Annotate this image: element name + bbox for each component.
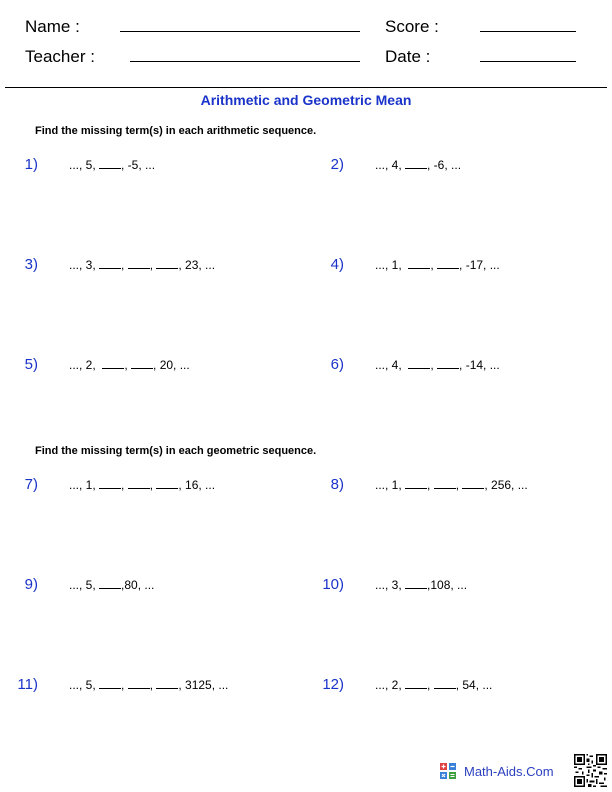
header-divider <box>5 87 607 88</box>
sequence-text: , <box>121 678 128 692</box>
date-field[interactable] <box>480 61 576 62</box>
problem-sequence <box>69 578 154 592</box>
score-label: Score : <box>385 17 439 36</box>
sequence-text: ..., 3, <box>69 258 100 272</box>
sequence-text: , <box>149 258 157 272</box>
sequence-text: ..., 1, <box>375 258 409 272</box>
calculator-icon <box>440 763 456 784</box>
score-field[interactable] <box>480 31 576 32</box>
qr-code-icon <box>574 754 607 792</box>
worksheet-title: Arithmetic and Geometric Mean <box>200 92 412 108</box>
answer-blank[interactable] <box>102 358 124 369</box>
date-label: Date : <box>385 47 431 66</box>
problem-sequence <box>69 158 155 172</box>
answer-blank[interactable] <box>99 578 121 589</box>
problem-sequence <box>375 478 528 492</box>
problem-sequence <box>375 158 461 172</box>
sequence-text: , <box>149 678 157 692</box>
sequence-text: ..., 2, <box>375 678 406 692</box>
problem-number: 10) <box>322 576 344 593</box>
sequence-text: , 20, ... <box>153 358 190 372</box>
answer-blank[interactable] <box>434 478 456 489</box>
answer-blank[interactable] <box>405 158 427 169</box>
answer-blank[interactable] <box>408 258 430 269</box>
sequence-text: ..., 5, <box>69 578 100 592</box>
answer-blank[interactable] <box>156 678 178 689</box>
sequence-text: ,80, ... <box>121 578 155 592</box>
sequence-text: , <box>430 358 438 372</box>
problem-sequence <box>375 578 467 592</box>
problem-number: 3) <box>24 256 38 273</box>
answer-blank[interactable] <box>131 358 153 369</box>
problem-sequence <box>375 678 492 692</box>
sequence-text: , <box>121 478 128 492</box>
problem-number: 9) <box>24 576 38 593</box>
name-field[interactable] <box>120 31 360 32</box>
sequence-text: , <box>427 678 434 692</box>
problem-sequence <box>375 258 500 272</box>
teacher-field[interactable] <box>130 61 360 62</box>
sequence-text: , -17, ... <box>459 258 500 272</box>
problem-sequence <box>69 258 215 272</box>
problem-number: 11) <box>17 676 38 693</box>
answer-blank[interactable] <box>128 678 150 689</box>
sequence-text: , 54, ... <box>455 678 493 692</box>
sequence-text: , -6, ... <box>427 158 462 172</box>
sequence-text: ..., 1, <box>69 478 100 492</box>
brand-link[interactable]: Math-Aids.Com <box>464 764 554 779</box>
sequence-text: ..., 4, <box>375 358 409 372</box>
answer-blank[interactable] <box>437 258 459 269</box>
answer-blank[interactable] <box>99 258 121 269</box>
sequence-text: , <box>124 358 132 372</box>
answer-blank[interactable] <box>462 478 484 489</box>
sequence-text: ..., 2, <box>69 358 103 372</box>
teacher-label: Teacher : <box>25 47 95 66</box>
problem-number: 12) <box>322 676 344 693</box>
problem-sequence <box>69 478 215 492</box>
answer-blank[interactable] <box>156 478 178 489</box>
sequence-text: ..., 1, <box>375 478 406 492</box>
sequence-text: ..., 5, <box>69 678 100 692</box>
problem-number: 4) <box>330 256 344 273</box>
sequence-text: , <box>455 478 463 492</box>
sequence-text: , <box>149 478 157 492</box>
problem-number: 1) <box>24 156 38 173</box>
answer-blank[interactable] <box>405 678 427 689</box>
answer-blank[interactable] <box>408 358 430 369</box>
arithmetic-instruction: Find the missing term(s) in each arithmetic sequence. <box>35 125 317 137</box>
sequence-text: ..., 5, <box>69 158 100 172</box>
sequence-text: , 256, ... <box>484 478 528 492</box>
answer-blank[interactable] <box>99 678 121 689</box>
sequence-text: ..., 4, <box>375 158 406 172</box>
answer-blank[interactable] <box>156 258 178 269</box>
sequence-text: , -5, ... <box>121 158 156 172</box>
problem-sequence <box>69 678 228 692</box>
sequence-text: , <box>430 258 438 272</box>
answer-blank[interactable] <box>405 478 427 489</box>
problem-number: 7) <box>24 476 38 493</box>
answer-blank[interactable] <box>128 478 150 489</box>
sequence-text: , <box>121 258 128 272</box>
problem-number: 2) <box>330 156 344 173</box>
problem-sequence <box>375 358 500 372</box>
sequence-text: , -14, ... <box>459 358 500 372</box>
problem-sequence <box>69 358 190 372</box>
sequence-text: , 16, ... <box>178 478 216 492</box>
answer-blank[interactable] <box>99 158 121 169</box>
answer-blank[interactable] <box>434 678 456 689</box>
answer-blank[interactable] <box>405 578 427 589</box>
geometric-instruction: Find the missing term(s) in each geometric sequence. <box>35 445 317 457</box>
problem-number: 6) <box>330 356 344 373</box>
sequence-text: , 23, ... <box>178 258 216 272</box>
answer-blank[interactable] <box>437 358 459 369</box>
name-label: Name : <box>25 17 80 36</box>
problem-number: 5) <box>24 356 38 373</box>
sequence-text: , 3125, ... <box>178 678 229 692</box>
answer-blank[interactable] <box>99 478 121 489</box>
sequence-text: , <box>427 478 434 492</box>
sequence-text: ..., 3, <box>375 578 406 592</box>
problem-number: 8) <box>330 476 344 493</box>
sequence-text: ,108, ... <box>427 578 468 592</box>
answer-blank[interactable] <box>128 258 150 269</box>
